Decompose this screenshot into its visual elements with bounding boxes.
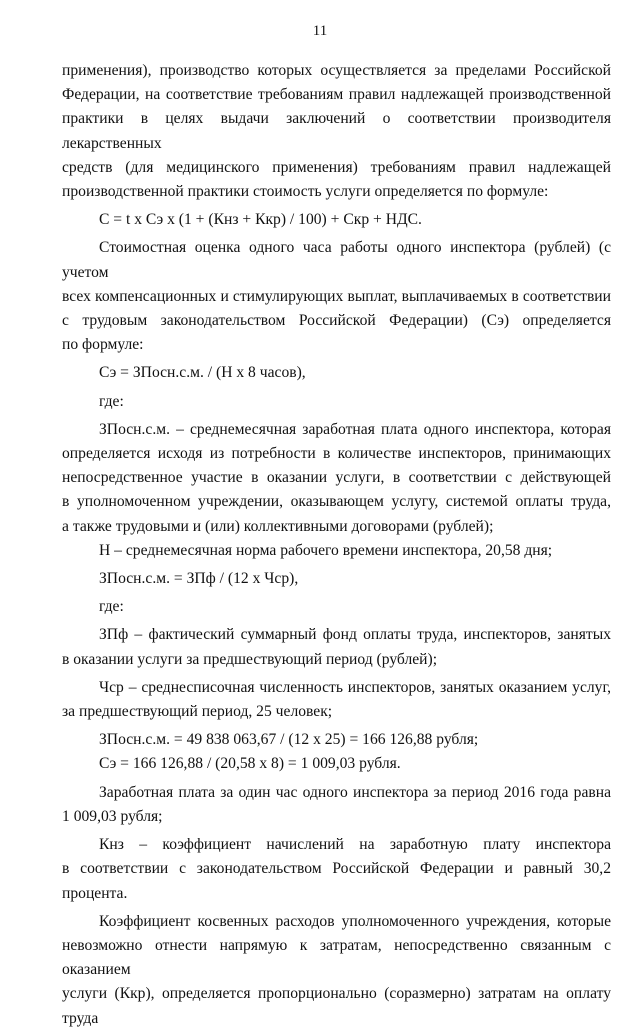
- where-label: где:: [99, 392, 124, 410]
- text-line: Чср – среднесписочная численность инспекторов, занятых оказанием услуг,: [99, 678, 611, 696]
- text-line: невозможно отнести напрямую к затратам, непосредственно связанным с оказанием: [62, 936, 611, 979]
- text-line: ЗПф – фактический суммарный фонд оплаты труда, инспекторов, занятых: [99, 626, 611, 644]
- formula-monthly-salary: ЗПосн.с.м. = ЗПф / (12 x Чср),: [99, 570, 299, 588]
- paragraph-working-time-norm: Н – среднемесячная норма рабочего времени инспектора, 20,58 дня;: [99, 541, 553, 559]
- paragraph-headcount: [62, 676, 611, 724]
- text-line: средств (для медицинского применения) требованиям правил надлежащей: [62, 158, 611, 176]
- text-line: определяется исходя из потребности в количестве инспекторов, принимающих: [62, 445, 611, 463]
- paragraph-indirect-costs: [62, 910, 611, 1031]
- paragraph-monthly-salary: [62, 418, 611, 539]
- text-line: с трудовым законодательством Российской Федерации) (Сэ) определяется: [62, 312, 611, 330]
- text-line: за предшествующий период, 25 человек;: [62, 703, 333, 721]
- text-line: Стоимостная оценка одного часа работы одного инспектора (рублей) (с учетом: [62, 239, 611, 281]
- text-line: услуги (Ккр), определяется пропорционально (соразмерно) затратам на оплату труда: [62, 985, 611, 1027]
- text-line: в соответствии с законодательством Российской Федерации и равный 30,2 процента.: [62, 860, 611, 902]
- text-line: Кнз – коэффициент начислений на заработную плату инспектора: [99, 836, 611, 854]
- where-label: где:: [99, 598, 124, 616]
- text-line: практики в целях выдачи заключений о соответствии производителя лекарственных: [62, 110, 611, 152]
- formula-service-cost: С = t x Сэ x (1 + (Кнз + Ккр) / 100) + Скр + НДС.: [99, 211, 422, 229]
- formula-hourly-rate: Сэ = ЗПосн.с.м. / (Н x 8 часов),: [99, 364, 306, 382]
- text-line: а также трудовыми и (или) коллективными договорами (рублей);: [62, 517, 494, 535]
- document-body: [62, 59, 611, 1031]
- paragraph-hourly-result: [62, 781, 611, 829]
- text-line: Федерации, на соответствие требованиям правил надлежащей производственной: [62, 86, 611, 104]
- text-line: Заработная плата за один час одного инспектора за период 2016 года равна: [99, 783, 611, 801]
- text-line: применения), производство которых осуществляется за пределами Российской: [62, 62, 611, 79]
- page-number: 11: [312, 23, 328, 39]
- text-line: всех компенсационных и стимулирующих выплат, выплачиваемых в соответствии: [62, 287, 611, 305]
- text-line: производственной практики стоимость услуги определяется по формуле:: [62, 183, 549, 201]
- formula-salary-calculation: ЗПосн.с.м. = 49 838 063,67 / (12 x 25) = 166 126,88 рубля;: [99, 731, 479, 749]
- paragraph-payroll-fund: [62, 623, 611, 671]
- paragraph-accrual-coefficient: [62, 833, 611, 906]
- formula-hourly-calculation: Сэ = 166 126,88 / (20,58 x 8) = 1 009,03 рубля.: [99, 755, 401, 773]
- text-line: в уполномоченном учреждении, оказывающем услугу, системой оплаты труда,: [62, 493, 611, 511]
- paragraph-hourly-rate: [62, 236, 611, 357]
- paragraph-cost-formula-intro: [62, 59, 611, 204]
- text-line: Коэффициент косвенных расходов уполномоченного учреждения, которые: [99, 912, 611, 930]
- text-line: ЗПосн.с.м. – среднемесячная заработная плата одного инспектора, которая: [99, 420, 611, 438]
- text-line: непосредственное участие в оказании услуги, в соответствии с действующей: [62, 469, 611, 487]
- text-line: в оказании услуги за предшествующий период (рублей);: [62, 650, 438, 668]
- text-line: по формуле:: [62, 336, 144, 354]
- text-line: 1 009,03 рубля;: [62, 807, 163, 825]
